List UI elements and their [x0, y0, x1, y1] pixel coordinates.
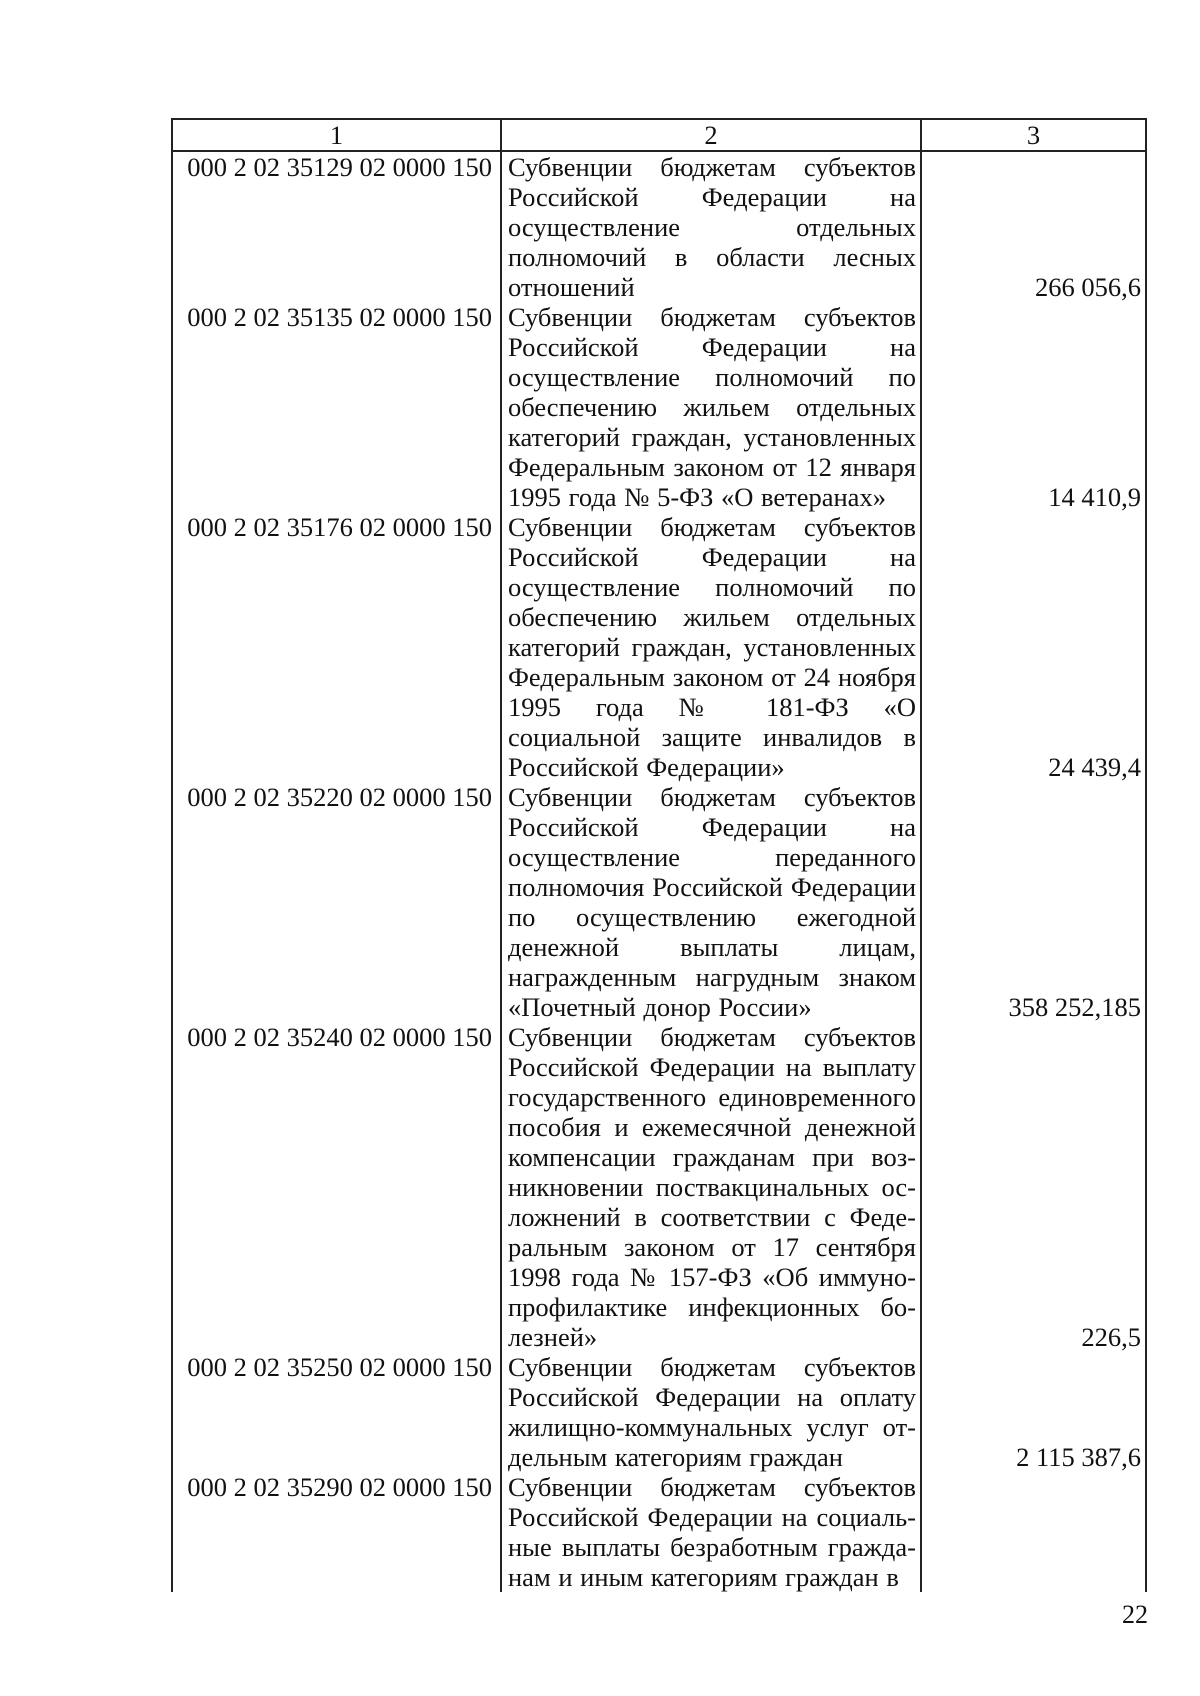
row-name: Субвенции бюджетам субъектов Российской Федерации на осуществление полномочий по обеспечению жильем отдельных категорий граждан, установленных Федеральным законом от 12 января 1995 года № 5-ФЗ «О ветеранах» — [501, 302, 921, 512]
table-row — [172, 151, 1146, 302]
row-name: Субвенции бюджетам субъектов Российской Федерации на осуществление полномочий по обеспечению жильем отдельных категорий граждан, установленных Федеральным законом от 24 ноября 1995 года № 181-ФЗ «О социальной защите инвалидов в Российской Федерации» — [501, 512, 921, 782]
column-header-3: 3 — [921, 119, 1146, 151]
table-row — [172, 1472, 1146, 1592]
row-code: 000 2 02 35250 02 0000 150 — [172, 1352, 501, 1472]
row-amount: 24 439,4 — [921, 512, 1146, 782]
page-number: 22 — [1122, 1600, 1148, 1629]
row-amount: 14 410,9 — [921, 302, 1146, 512]
row-code: 000 2 02 35240 02 0000 150 — [172, 1022, 501, 1352]
row-amount: 226,5 — [921, 1022, 1146, 1352]
table-row — [172, 512, 1146, 782]
row-code: 000 2 02 35220 02 0000 150 — [172, 782, 501, 1022]
row-name: Субвенции бюджетам субъектов Российской Федерации на оплату жилищно-коммунальных услуг отдельным категориям граждан — [501, 1352, 921, 1472]
row-code: 000 2 02 35135 02 0000 150 — [172, 302, 501, 512]
column-header-2: 2 — [501, 119, 921, 151]
table-row — [172, 782, 1146, 1022]
row-name: Субвенции бюджетам субъектов Российской Федерации на осуществление переданного полномочия Российской Федерации по осуществлению ежегодной денежной выплаты лицам, награжденным нагрудным знаком «Почетный донор России» — [501, 782, 921, 1022]
table-row — [172, 1022, 1146, 1352]
row-code: 000 2 02 35176 02 0000 150 — [172, 512, 501, 782]
budget-table — [171, 118, 1147, 1592]
row-amount: 2 115 387,6 — [921, 1352, 1146, 1472]
row-name: Субвенции бюджетам субъектов Российской Федерации на социальные выплаты безработным гражданам и иным категориям граждан в — [501, 1472, 921, 1592]
header-row — [172, 119, 1146, 151]
row-name: Субвенции бюджетам субъектов Российской Федерации на выплату государственного единовременного пособия и ежемесячной денежной компенсации гражданам при возникновении поствакцинальных осложнений в соответствии с Федеральным законом от 17 сентября 1998 года № 157-ФЗ «Об иммунопрофилактике инфекционных болезней» — [501, 1022, 921, 1352]
row-amount: 266 056,6 — [921, 151, 1146, 302]
column-header-1: 1 — [172, 119, 501, 151]
row-amount — [921, 1472, 1146, 1592]
row-name: Субвенции бюджетам субъектов Российской Федерации на осуществление отдельных полномочий в области лесных отношений — [501, 151, 921, 302]
table-row — [172, 1352, 1146, 1472]
row-code: 000 2 02 35129 02 0000 150 — [172, 151, 501, 302]
row-amount: 358 252,185 — [921, 782, 1146, 1022]
table-row — [172, 302, 1146, 512]
row-code: 000 2 02 35290 02 0000 150 — [172, 1472, 501, 1592]
